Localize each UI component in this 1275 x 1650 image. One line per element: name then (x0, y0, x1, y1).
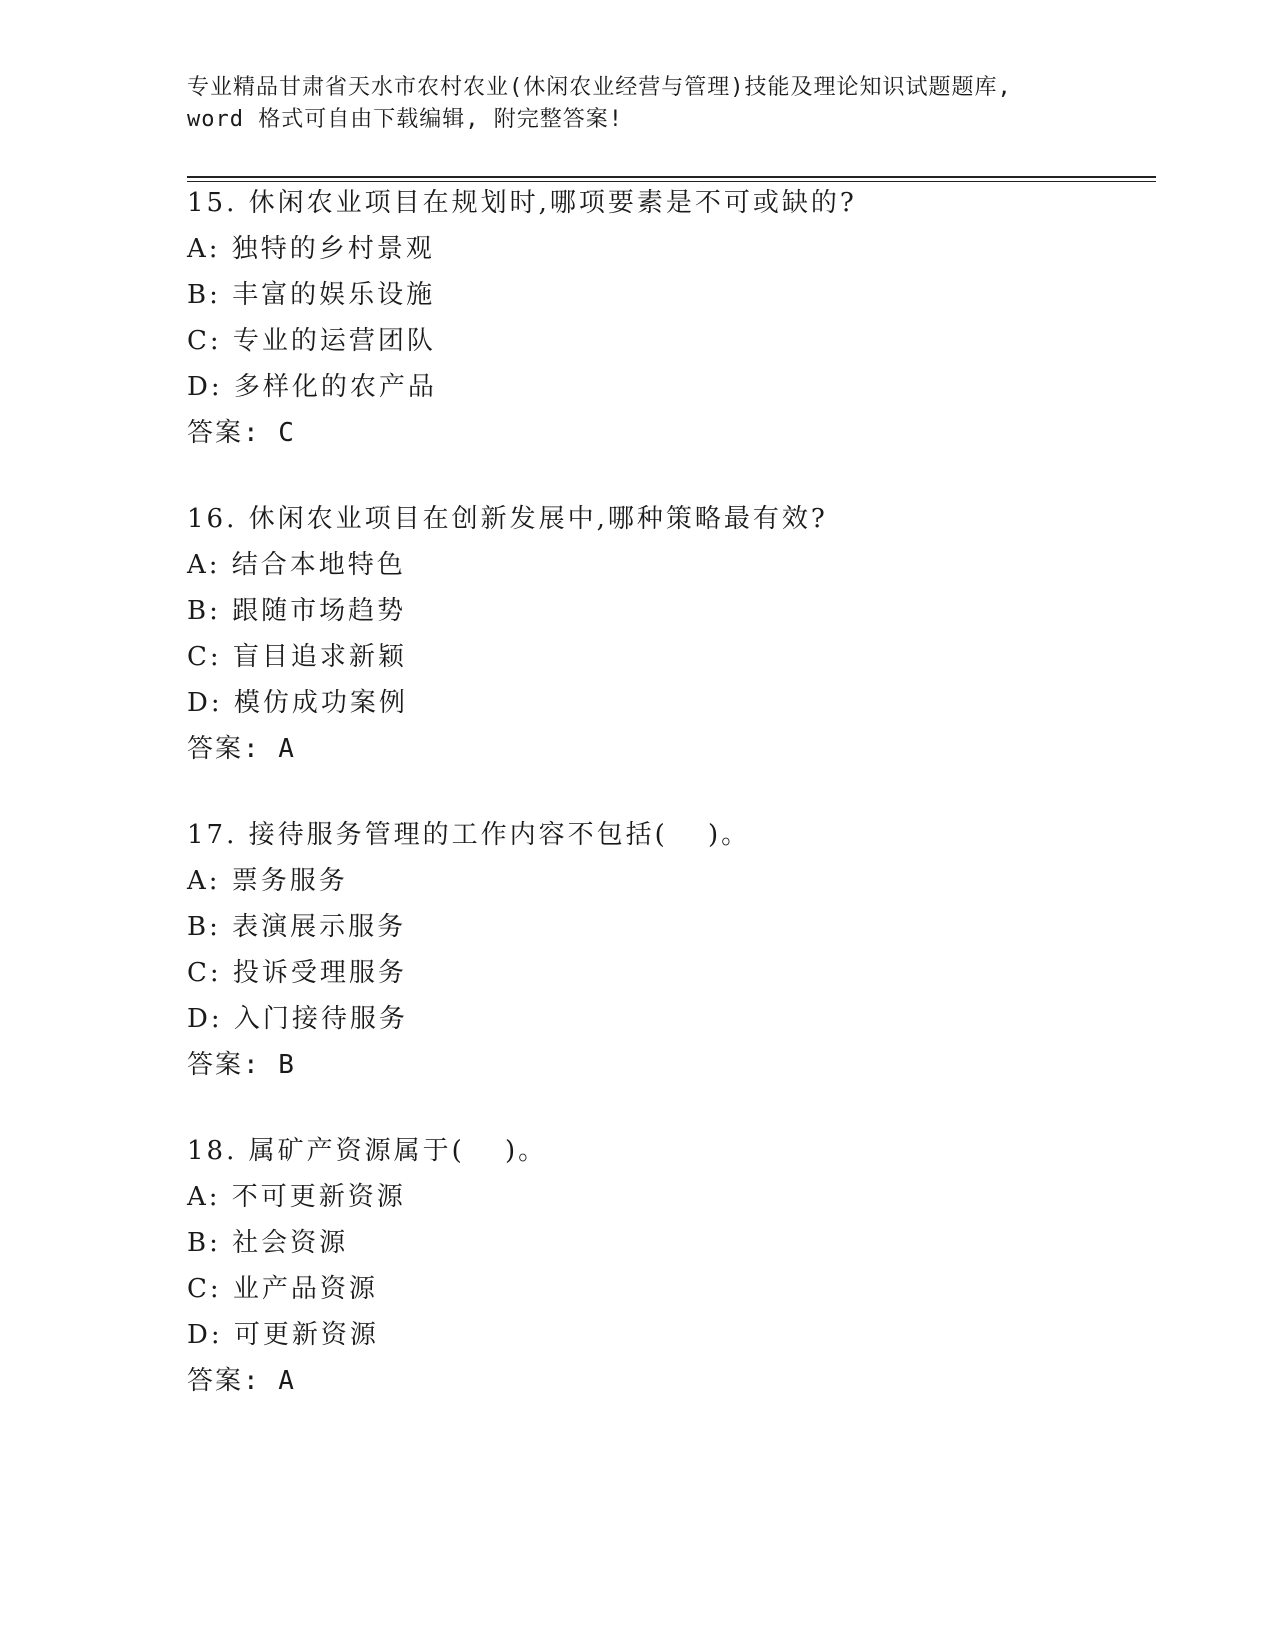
header-divider-thick (187, 176, 1156, 178)
option-a: A: 独特的乡村景观 (187, 234, 435, 264)
question-stem: 17. 接待服务管理的工作内容不包括( )。 (187, 820, 751, 850)
option-d: D: 可更新资源 (187, 1320, 379, 1350)
question-block-16 (187, 496, 1147, 772)
question-stem: 16. 休闲农业项目在创新发展中,哪种策略最有效? (187, 504, 828, 534)
option-c: C: 盲目追求新颖 (187, 642, 407, 672)
option-d: D: 模仿成功案例 (187, 688, 408, 718)
question-block-17 (187, 812, 1147, 1088)
header-title-line-2: word 格式可自由下载编辑, 附完整答案! (187, 107, 623, 132)
question-stem: 18. 属矿产资源属于( )。 (187, 1136, 548, 1166)
answer-line: 答案: C (187, 418, 296, 448)
document-header (187, 72, 1087, 136)
answer-line: 答案: A (187, 1366, 296, 1396)
option-d: D: 入门接待服务 (187, 1004, 408, 1034)
question-block-18 (187, 1128, 1147, 1404)
option-a: A: 结合本地特色 (187, 550, 406, 580)
option-c: C: 专业的运营团队 (187, 326, 436, 356)
option-b: B: 丰富的娱乐设施 (187, 280, 436, 310)
option-a: A: 不可更新资源 (187, 1182, 406, 1212)
option-d: D: 多样化的农产品 (187, 372, 437, 402)
option-c: C: 投诉受理服务 (187, 958, 407, 988)
option-a: A: 票务服务 (187, 866, 348, 896)
question-stem: 15. 休闲农业项目在规划时,哪项要素是不可或缺的? (187, 188, 857, 218)
option-b: B: 社会资源 (187, 1228, 349, 1258)
header-title-line-1: 专业精品甘肃省天水市农村农业(休闲农业经营与管理)技能及理论知识试题题库, (187, 75, 1012, 100)
option-c: C: 业产品资源 (187, 1274, 378, 1304)
option-b: B: 表演展示服务 (187, 912, 407, 942)
answer-line: 答案: B (187, 1050, 296, 1080)
answer-line: 答案: A (187, 734, 296, 764)
option-b: B: 跟随市场趋势 (187, 596, 407, 626)
question-block-15 (187, 180, 1147, 456)
